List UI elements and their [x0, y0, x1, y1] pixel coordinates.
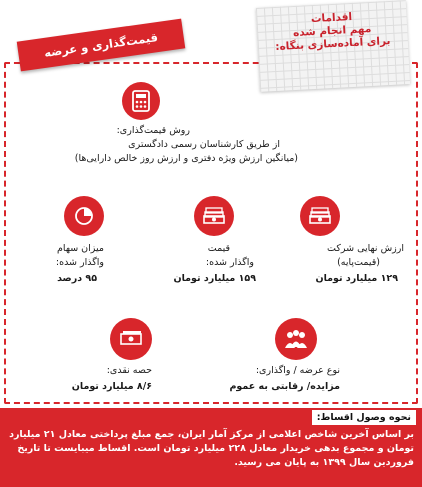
offer-type-label: نوع عرضه / واگذاری:: [255, 365, 340, 376]
shares-label: میزان سهام: [57, 243, 104, 254]
base-value-amount: ۱۲۹ میلیارد تومان: [315, 273, 398, 284]
price-label: قیمت: [207, 243, 230, 254]
offer-type-value: مزایده/ رقابتی به عموم: [229, 381, 340, 392]
base-value-sublabel: (قیمت‌پایه): [337, 257, 380, 268]
users-group-icon: [275, 318, 317, 360]
section-ribbon: قیمت‌گذاری و عرضه: [17, 19, 186, 72]
footer-body: بر اساس آخرین شاخص اعلامی از مرکز آمار ایران، جمع مبلغ پرداختی معادل ۲۱ میلیارد تومان و مجموع بدهی خریدار معادل ۲۲۸ میلیارد تومان است. اقساط میبایست تا تاریخ فروردین سال ۱۳۹۹ به پایان می رسید.: [9, 429, 414, 468]
cash-amount: ۸/۶ میلیارد تومان: [71, 381, 152, 392]
money-stack-icon: [194, 196, 234, 236]
pricing-method-line2: از طریق کارشناسان رسمی دادگستری: [128, 139, 280, 150]
footer-title: نحوه وصول اقساط:: [312, 410, 416, 425]
shares-sublabel: واگذار شده:: [55, 257, 104, 268]
pricing-method-line3: (میانگین ارزش ویژه دفتری و ارزش روز خالص دارایی‌ها): [74, 153, 298, 164]
pricing-method-label: روش قیمت‌گذاری:: [116, 125, 190, 136]
pie-chart-icon: [64, 196, 104, 236]
sticky-note: [256, 0, 410, 92]
shares-amount: ۹۵ درصد: [57, 273, 97, 284]
money-stack-icon: [300, 196, 340, 236]
base-value-label: ارزش نهایی شرکت: [327, 243, 404, 254]
calculator-icon: [122, 82, 160, 120]
note-line-1: اقدامات: [310, 10, 353, 26]
price-amount: ۱۵۹ میلیارد تومان: [173, 273, 256, 284]
note-line-2: مهم انجام شده: [292, 22, 372, 40]
banknotes-icon: [110, 318, 152, 360]
price-sublabel: واگذار شده:: [205, 257, 254, 268]
cash-label: حصه نقدی:: [106, 365, 152, 376]
note-line-3: برای آماده‌سازی بنگاه:: [275, 34, 391, 54]
installments-footer: [0, 408, 422, 487]
